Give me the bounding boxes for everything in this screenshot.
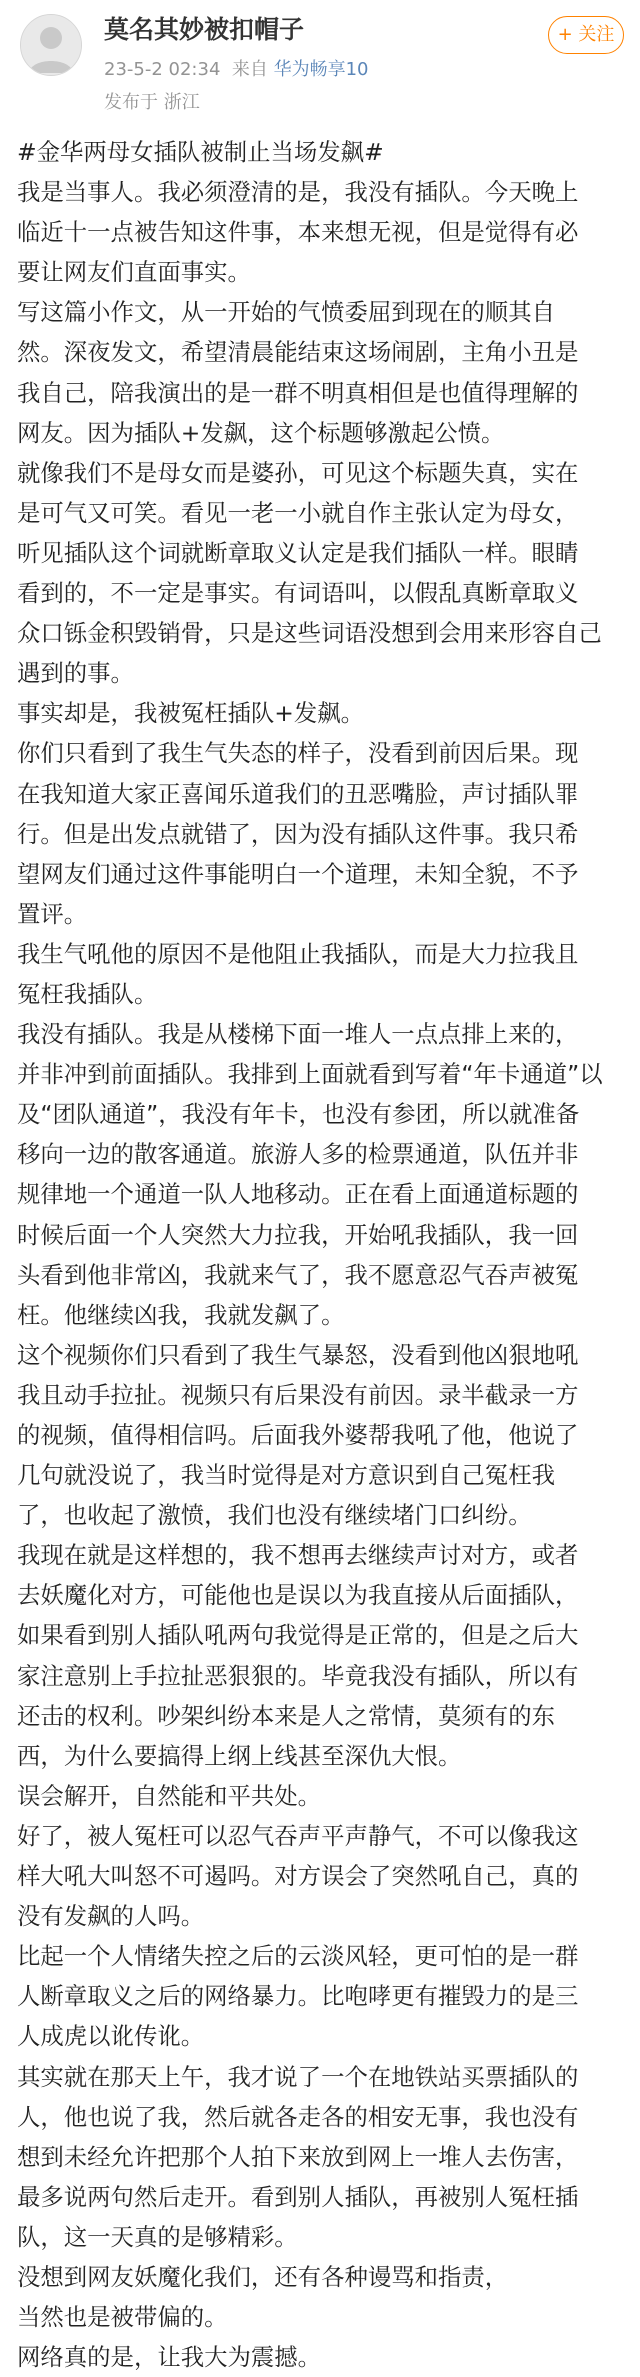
text-line: 没想到网友妖魔化我们，还有各种谩骂和指责，	[17, 2262, 509, 2291]
text-line: 最多说两句然后走开。看到别人插队，再被别人冤枉插	[17, 2182, 579, 2211]
text-line: 你们只看到了我生气失态的样子，没看到前因后果。现	[17, 739, 579, 768]
post-paragraph	[17, 2337, 629, 2377]
post-content	[17, 132, 629, 2377]
text-line: 去妖魔化对方，可能他也是误以为我直接从后面插队，	[17, 1581, 579, 1610]
default-avatar-icon	[21, 15, 81, 75]
text-line: 当然也是被带偏的。	[17, 2303, 228, 2332]
post-paragraph	[17, 1776, 629, 1816]
text-line: 写这篇小作文，从一开始的气愤委屈到现在的顺其自	[17, 298, 555, 327]
avatar[interactable]	[20, 14, 82, 76]
text-line: 望网友们通过这件事能明白一个道理，未知全貌，不予	[17, 859, 579, 888]
text-line: 我生气吼他的原因不是他阻止我插队，而是大力拉我且	[17, 939, 579, 968]
text-line: #金华两母女插队被制止当场发飙#	[17, 138, 384, 166]
text-line: 网友。因为插队+发飙，这个标题够激起公愤。	[17, 418, 505, 447]
text-line: 事实却是，我被冤枉插队+发飙。	[17, 699, 365, 728]
text-line: 枉。他继续凶我，我就发飙了。	[17, 1300, 345, 1329]
text-line: 要让网友们直面事实。	[17, 258, 251, 287]
text-line: 几句就没说了，我当时觉得是对方意识到自己冤枉我	[17, 1461, 555, 1490]
post-header	[0, 0, 640, 124]
post-paragraph	[17, 1816, 629, 1936]
text-line: 比起一个人情绪失控之后的云淡风轻，更可怕的是一群	[17, 1942, 579, 1971]
text-line: 在我知道大家正喜闻乐道我们的丑恶嘴脸，声讨插队罪	[17, 779, 579, 808]
text-line: 人，他也说了我，然后就各走各的相安无事，我也没有	[17, 2102, 579, 2131]
text-line: 人成虎以讹传讹。	[17, 2022, 205, 2051]
text-line: 还击的权利。吵架纠纷本来是人之常情，莫须有的东	[17, 1701, 555, 1730]
text-line: 及“团队通道”，我没有年卡，也没有参团，所以就准备	[17, 1100, 580, 1129]
text-line: 的视频，值得相信吗。后面我外婆帮我吼了他，他说了	[17, 1421, 579, 1449]
text-line: 是可气又可笑。看见一老一小就自作主张认定为母女，	[17, 498, 579, 527]
text-line: 好了，被人冤枉可以忍气吞声平声静气，不可以像我这	[17, 1821, 579, 1850]
text-line: 我现在就是这样想的，我不想再去继续声讨对方，或者	[17, 1541, 579, 1570]
text-line: 并非冲到前面插队。我排到上面就看到写着“年卡通道”以	[17, 1060, 603, 1089]
text-line: 人断章取义之后的网络暴力。比咆哮更有摧毁力的是三	[17, 1982, 579, 2011]
text-line: 网络真的是，让我大为震撼。	[17, 2343, 322, 2372]
post-meta	[104, 55, 369, 81]
post-location: 发布于 浙江	[104, 92, 200, 113]
post-paragraph	[17, 2057, 629, 2257]
author-name[interactable]: 莫名其妙被扣帽子	[104, 15, 305, 44]
post-paragraph	[17, 733, 629, 933]
post-paragraph	[17, 1936, 629, 2056]
text-line: 我没有插队。我是从楼梯下面一堆人一点点排上来的，	[17, 1020, 579, 1049]
follow-button[interactable]: + 关注	[548, 16, 624, 54]
text-line: 行。但是出发点就错了，因为没有插队这件事。我只希	[17, 819, 579, 848]
text-line: 遇到的事。	[17, 659, 134, 688]
text-line: 没有发飙的人吗。	[17, 1902, 205, 1931]
text-line: 头看到他非常凶，我就来气了，我不愿意忍气吞声被冤	[17, 1260, 579, 1289]
text-line: 时候后面一个人突然大力拉我，开始吼我插队，我一回	[17, 1220, 579, 1249]
text-line: 置评。	[17, 899, 88, 928]
post-paragraph	[17, 693, 629, 733]
text-line: 队，这一天真的是够精彩。	[17, 2222, 298, 2251]
post-device-link[interactable]: 华为畅享10	[273, 59, 369, 80]
text-line: 这个视频你们只看到了我生气暴怒，没看到他凶狠地吼	[17, 1340, 579, 1369]
text-line: 其实就在那天上午，我才说了一个在地铁站买票插队的	[17, 2062, 579, 2091]
post-paragraph	[17, 1335, 629, 1535]
post-paragraph	[17, 292, 629, 452]
post-hashtag-paragraph[interactable]	[17, 132, 629, 172]
text-line: 规律地一个通道一队人地移动。正在看上面通道标题的	[17, 1180, 579, 1209]
text-line: 看到的，不一定是事实。有词语叫，以假乱真断章取义	[17, 579, 579, 608]
text-line: 西，为什么要搞得上纲上线甚至深仇大恨。	[17, 1741, 462, 1770]
post-paragraph	[17, 934, 629, 1014]
text-line: 我自己，陪我演出的是一群不明真相但是也值得理解的	[17, 378, 579, 407]
text-line: 如果看到别人插队吼两句我觉得是正常的，但是之后大	[17, 1621, 579, 1650]
text-line: 想到未经允许把那个人拍下来放到网上一堆人去伤害，	[17, 2142, 579, 2171]
post-source-label: 来自	[231, 59, 268, 80]
text-line: 移向一边的散客通道。旅游人多的检票通道，队伍并非	[17, 1140, 579, 1169]
text-line: 我是当事人。我必须澄清的是，我没有插队。今天晚上	[17, 178, 579, 207]
text-line: 冤枉我插队。	[17, 979, 158, 1008]
text-line: 家注意别上手拉扯恶狠狠的。毕竟我没有插队，所以有	[17, 1661, 579, 1690]
post-paragraph	[17, 1535, 629, 1776]
text-line: 然。深夜发文，希望清晨能结束这场闹剧，主角小丑是	[17, 338, 579, 367]
post-date: 23-5-2 02:34	[104, 59, 221, 80]
post-paragraph	[17, 453, 629, 694]
text-line: 样大吼大叫怒不可遏吗。对方误会了突然吼自己，真的	[17, 1862, 579, 1891]
post-paragraph	[17, 2257, 629, 2337]
text-line: 临近十一点被告知这件事，本来想无视，但是觉得有必	[17, 218, 579, 247]
text-line: 误会解开，自然能和平共处。	[17, 1781, 322, 1810]
text-line: 众口铄金积毁销骨，只是这些词语没想到会用来形容自己	[17, 619, 602, 648]
text-line: 听见插队这个词就断章取义认定是我们插队一样。眼睛	[17, 538, 579, 567]
text-line: 就像我们不是母女而是婆孙，可见这个标题失真，实在	[17, 458, 579, 487]
text-line: 了，也收起了激愤，我们也没有继续堵门口纠纷。	[17, 1501, 532, 1530]
text-line: 我且动手拉扯。视频只有后果没有前因。录半截录一方	[17, 1380, 579, 1409]
post-paragraph	[17, 1014, 629, 1335]
post-paragraph	[17, 172, 629, 292]
